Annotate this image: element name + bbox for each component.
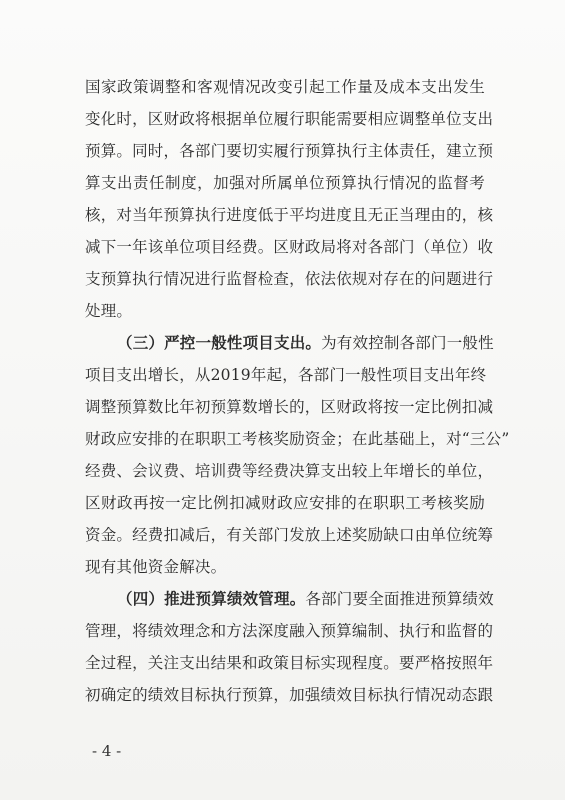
section-four-heading: （四）推进预算绩效管理。 [117,589,306,608]
body-line: 区财政再按一定比例扣减财政应安排的在职职工考核奖励 [85,494,485,512]
section-three-heading: （三）严控一般性项目支出。 [117,333,322,352]
section-three-first-line [117,333,494,353]
body-line: 变化时，区财政将根据单位履行职能需要相应调整单位支出 [85,110,494,128]
page-number: - 4 - [92,742,122,760]
body-line: 预算。同时，各部门要切实履行预算执行主体责任，建立预 [85,142,494,160]
body-line: 支预算执行情况进行监督检查，依法依规对存在的问题进行 [85,270,494,288]
body-line: 项目支出增长，从2019年起，各部门一般性项目支出年终 [85,366,487,384]
body-line: 减下一年该单位项目经费。区财政局将对各部门（单位）收 [85,238,494,256]
body-line: 资金。经费扣减后，有关部门发放上述奖励缺口由单位统筹 [85,526,494,544]
body-line: 财政应安排的在职职工考核奖励资金；在此基础上，对“三公” [85,430,510,448]
body-line: 管理，将绩效理念和方法深度融入预算编制、执行和监督的 [85,622,494,640]
section-three-text: 为有效控制各部门一般性 [321,334,494,352]
body-line: 调整预算数比年初预算数增长的，区财政将按一定比例扣减 [85,398,494,416]
body-line: 国家政策调整和客观情况改变引起工作量及成本支出发生 [85,78,485,96]
section-four-first-line [117,589,494,609]
body-line: 算支出责任制度，加强对所属单位预算执行情况的监督考 [85,174,485,192]
body-line: 现有其他资金解决。 [85,558,227,576]
body-line: 处理。 [85,302,133,320]
body-line: 全过程，关注支出结果和政策目标实现程度。要严格按照年 [85,654,494,672]
section-four-text: 各部门要全面推进预算绩效 [305,590,494,608]
body-line: 初确定的绩效目标执行预算，加强绩效目标执行情况动态跟 [85,686,494,704]
body-line: 核，对当年预算执行进度低于平均进度且无正当理由的，核 [85,206,494,224]
body-line: 经费、会议费、培训费等经费决算支出较上年增长的单位， [85,462,494,480]
